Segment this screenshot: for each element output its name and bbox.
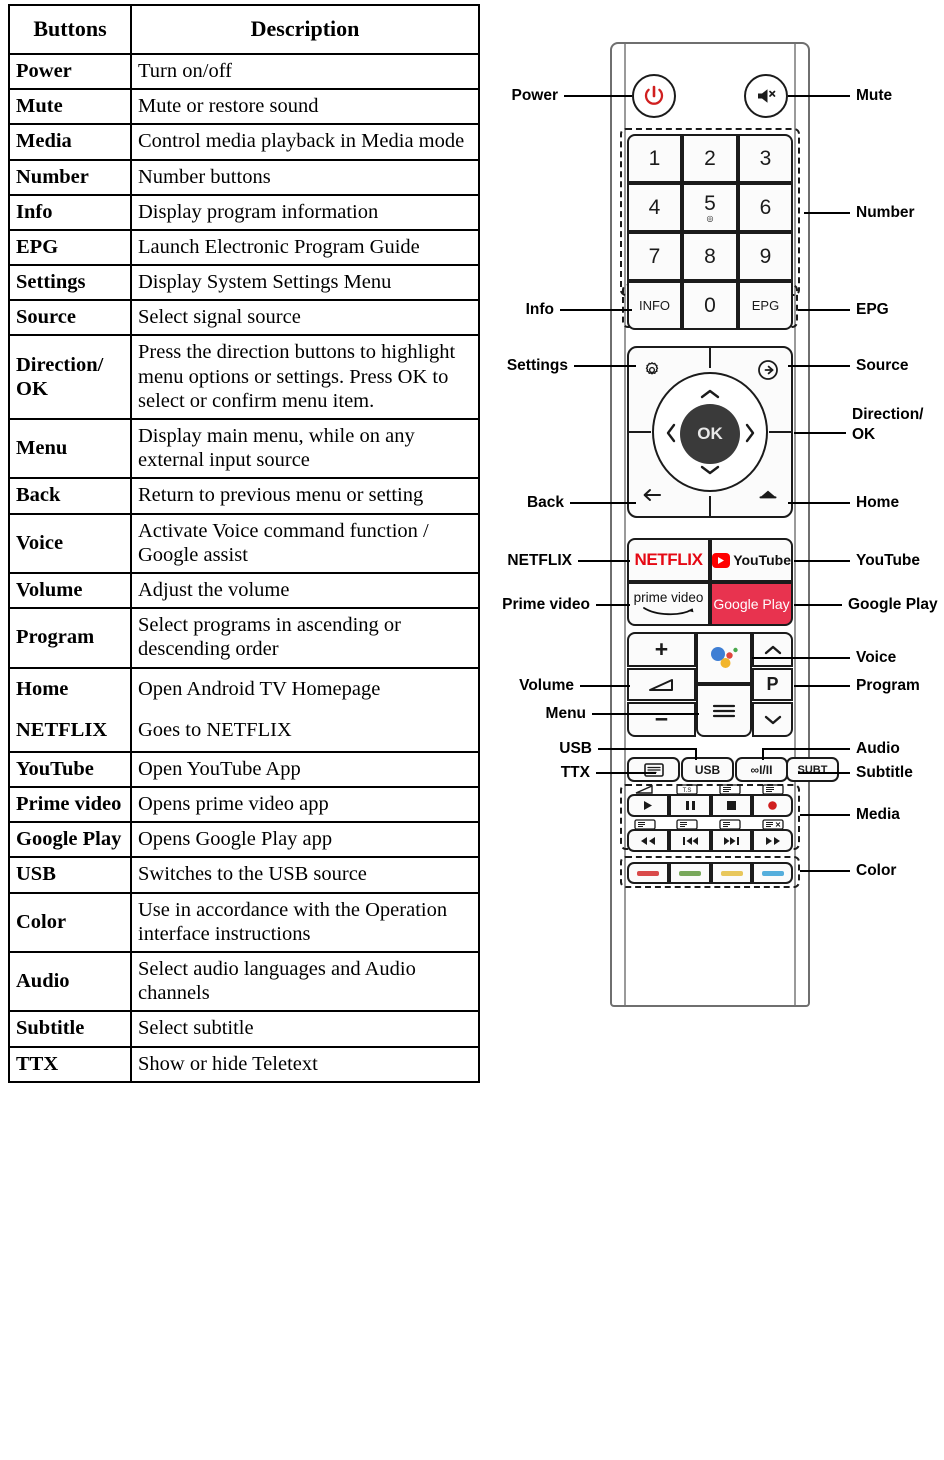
stop-icon: [726, 800, 737, 811]
teletext-reveal-icon: [634, 784, 656, 795]
number-key-6[interactable]: 6: [738, 183, 793, 232]
callout-prime-video: Prime video: [502, 596, 590, 613]
table-row: [9, 1047, 479, 1082]
row-button-label: Voice: [9, 514, 131, 573]
remote-button-description-table: [8, 4, 480, 1083]
row-button-label: Direction/ OK: [9, 335, 131, 419]
leader-line-youtube: [794, 560, 850, 562]
table-row: [9, 752, 479, 787]
row-description: Switches to the USB source: [131, 857, 479, 892]
media-play-button[interactable]: [627, 794, 669, 817]
row-button-label: Color: [9, 893, 131, 952]
table-row: [9, 857, 479, 892]
row-button-label: Menu: [9, 419, 131, 478]
prime-video-button[interactable]: [627, 582, 710, 626]
row-button-label: Home: [16, 677, 69, 700]
chevron-down-icon: [699, 463, 721, 477]
program-up-button[interactable]: [752, 632, 793, 667]
callout-media: Media: [856, 806, 900, 823]
chevron-right-icon: [743, 422, 757, 444]
table-row: [9, 1011, 479, 1046]
header-buttons: Buttons: [9, 5, 131, 54]
power-button[interactable]: [632, 74, 676, 118]
callout-youtube: YouTube: [856, 552, 920, 569]
table-row-merged: [9, 668, 479, 752]
record-icon: [767, 800, 778, 811]
color-button-red[interactable]: [627, 862, 669, 884]
teletext-index-icon: [676, 819, 698, 830]
ok-button[interactable]: OK: [680, 404, 740, 464]
media-previous-button[interactable]: [669, 829, 711, 852]
row-button-label: Source: [9, 300, 131, 335]
callout-back: Back: [526, 494, 564, 511]
table-body: [9, 54, 479, 1082]
number-key-7[interactable]: 7: [627, 232, 682, 281]
leader-line-back: [570, 502, 636, 504]
direction-down-arrow[interactable]: [699, 462, 721, 478]
volume-indicator: [627, 668, 696, 701]
row-description: Open YouTube App: [131, 752, 479, 787]
leader-line-program: [794, 685, 850, 687]
row-description: Select programs in ascending or descending order: [131, 608, 479, 667]
row-description-pair: [131, 668, 479, 752]
row-button-label: Info: [9, 195, 131, 230]
dpad-divider-vertical-top: [709, 346, 711, 368]
pause-icon: [685, 800, 696, 811]
table-row: [9, 265, 479, 300]
leader-line-voice: [752, 657, 850, 659]
leader-line-ttx: [596, 772, 656, 774]
next-track-icon: [723, 836, 740, 846]
subtitle-button[interactable]: SUBT: [786, 757, 839, 782]
program-button[interactable]: P: [752, 668, 793, 701]
mute-icon: [754, 84, 778, 108]
table-row: [9, 822, 479, 857]
color-bar-yellow: [721, 871, 743, 876]
table-row: [9, 787, 479, 822]
callout-color: Color: [856, 862, 897, 879]
direction-right-arrow[interactable]: [742, 422, 758, 444]
callout-netflix: NETFLIX: [507, 552, 572, 569]
leader-line-color: [800, 870, 850, 872]
row-button-label: Volume: [9, 573, 131, 608]
table-row: [9, 89, 479, 124]
table-header-row: [9, 5, 479, 54]
leader-line-home: [788, 502, 850, 504]
volume-down-button[interactable]: −: [627, 702, 696, 737]
leader-line-google-play: [794, 604, 842, 606]
table-row: [9, 124, 479, 159]
callout-number: Number: [856, 204, 915, 221]
row-button-label: Back: [9, 478, 131, 513]
number-key-3[interactable]: 3: [738, 134, 793, 183]
row-button-label: Subtitle: [9, 1011, 131, 1046]
leader-line-audio-vertical: [762, 748, 764, 760]
row-button-label: Number: [9, 160, 131, 195]
gear-icon: [641, 359, 663, 381]
row-description: Opens prime video app: [131, 787, 479, 822]
teletext-icon: [644, 763, 664, 777]
callout-usb: USB: [559, 740, 592, 757]
back-arrow-icon: [640, 483, 664, 507]
table-row: [9, 419, 479, 478]
row-description: Display program information: [131, 195, 479, 230]
row-description: Turn on/off: [131, 54, 479, 89]
chevron-up-icon: [763, 644, 783, 656]
callout-direction-ok-line2: OK: [852, 425, 876, 443]
play-triangle-icon: [717, 556, 725, 565]
svg-text:T.S: T.S: [682, 787, 692, 794]
source-button[interactable]: [754, 356, 782, 384]
row-description: Adjust the volume: [131, 573, 479, 608]
leader-line-prime-video: [596, 604, 630, 606]
leader-line-media: [800, 814, 850, 816]
row-description: Return to previous menu or setting: [131, 478, 479, 513]
number-key-2[interactable]: 2: [682, 134, 738, 183]
callout-volume: Volume: [519, 677, 574, 694]
teletext-exit-icon: [762, 819, 784, 830]
mute-button[interactable]: [744, 74, 788, 118]
callout-info: Info: [525, 301, 554, 318]
number-key-5[interactable]: [682, 183, 738, 232]
rewind-icon: [640, 836, 656, 846]
color-button-blue[interactable]: [752, 862, 793, 884]
callout-epg: EPG: [856, 301, 889, 318]
number-key-0[interactable]: 0: [682, 281, 738, 330]
number-key-1[interactable]: 1: [627, 134, 682, 183]
media-rewind-button[interactable]: [627, 829, 669, 852]
row-button-label: Google Play: [9, 822, 131, 857]
table-row: [9, 952, 479, 1011]
chevron-up-icon: [699, 387, 721, 401]
media-next-button[interactable]: [711, 829, 752, 852]
audio-button[interactable]: ∞I/II: [735, 757, 788, 782]
remote-control-diagram: [486, 0, 944, 1460]
direction-up-arrow[interactable]: [699, 386, 721, 402]
row-button-label: USB: [9, 857, 131, 892]
chevron-left-icon: [664, 422, 678, 444]
google-play-wordmark: Google Play: [713, 596, 790, 612]
row-button-label: Settings: [9, 265, 131, 300]
color-bar-green: [679, 871, 701, 876]
row-description: Activate Voice command function / Google assist: [131, 514, 479, 573]
teletext-hold-icon: [719, 784, 741, 795]
dpad-divider-horizontal-left: [627, 431, 651, 433]
tactile-dot-icon: ◎: [706, 213, 714, 223]
table-row: [9, 608, 479, 667]
teletext-size-icon: [676, 784, 698, 795]
netflix-logo: NETFLIX: [634, 550, 703, 569]
table-row: [9, 573, 479, 608]
row-description: Select subtitle: [131, 1011, 479, 1046]
row-description: Select audio languages and Audio channels: [131, 952, 479, 1011]
color-button-green[interactable]: [669, 862, 711, 884]
epg-button[interactable]: EPG: [738, 281, 793, 330]
media-forward-button[interactable]: [752, 829, 793, 852]
settings-button[interactable]: [638, 356, 666, 384]
volume-up-button[interactable]: +: [627, 632, 696, 667]
table-row: [9, 893, 479, 952]
prime-video-wordmark: prime video: [633, 590, 704, 606]
row-button-label: EPG: [9, 230, 131, 265]
netflix-button[interactable]: [627, 538, 710, 582]
row-description: Select signal source: [131, 300, 479, 335]
leader-line-usb-vertical: [695, 748, 697, 760]
fast-forward-icon: [765, 836, 781, 846]
callout-home: Home: [856, 494, 900, 511]
teletext-cancel-icon: [634, 819, 656, 830]
leader-line-audio: [762, 748, 850, 750]
leader-line-usb: [598, 748, 696, 750]
callout-power: Power: [511, 87, 558, 104]
callout-google-play: Google Play: [848, 596, 938, 613]
home-icon: [756, 483, 780, 507]
leader-line-subtitle: [798, 772, 850, 774]
leader-line-settings: [574, 365, 636, 367]
row-description: Use in accordance with the Operation interface instructions: [131, 893, 479, 952]
row-description: Mute or restore sound: [131, 89, 479, 124]
callout-program: Program: [856, 677, 920, 694]
play-icon: [642, 800, 654, 811]
row-button-label: YouTube: [9, 752, 131, 787]
number-key-9[interactable]: 9: [738, 232, 793, 281]
callout-source: Source: [856, 357, 909, 374]
number-key-4[interactable]: 4: [627, 183, 682, 232]
leader-line-netflix: [578, 560, 630, 562]
callout-audio: Audio: [856, 740, 900, 757]
table-row: [9, 335, 479, 419]
direction-left-arrow[interactable]: [663, 422, 679, 444]
teletext-update-icon: [762, 784, 784, 795]
leader-line-power: [564, 95, 632, 97]
row-description: Press the direction buttons to highlight menu options or settings. Press OK to select or confirm menu item.: [131, 335, 479, 419]
home-button[interactable]: [754, 481, 782, 509]
back-button[interactable]: [638, 481, 666, 509]
leader-line-direction-ok: [794, 432, 846, 434]
leader-line-info: [560, 309, 632, 311]
row-button-label-pair: [9, 668, 131, 752]
leader-line-mute: [788, 95, 850, 97]
media-stop-button[interactable]: [711, 794, 752, 817]
callout-direction-ok-line1: Direction/: [852, 406, 924, 423]
callout-menu: Menu: [545, 705, 586, 722]
youtube-button[interactable]: [710, 538, 793, 582]
callout-voice: Voice: [856, 649, 897, 666]
prime-smile-arrow-icon: [642, 606, 696, 617]
table-row: [9, 300, 479, 335]
row-button-label: Power: [9, 54, 131, 89]
menu-button[interactable]: [696, 684, 752, 737]
leader-line-epg: [798, 309, 850, 311]
color-bar-blue: [762, 871, 784, 876]
row-description: Show or hide Teletext: [131, 1047, 479, 1082]
row-button-label: Prime video: [9, 787, 131, 822]
row-description: Opens Google Play app: [131, 822, 479, 857]
table-row: [9, 478, 479, 513]
voice-assistant-button[interactable]: [696, 632, 752, 684]
previous-track-icon: [682, 836, 699, 846]
dpad-divider-vertical-bottom: [709, 496, 711, 518]
ttx-button[interactable]: [627, 757, 680, 782]
row-description: Launch Electronic Program Guide: [131, 230, 479, 265]
power-icon: [642, 84, 666, 108]
header-description: Description: [131, 5, 479, 54]
table-row: [9, 230, 479, 265]
number-key-8[interactable]: 8: [682, 232, 738, 281]
row-description: Display main menu, while on any external input source: [131, 419, 479, 478]
callout-settings: Settings: [506, 357, 568, 374]
table-row: [9, 160, 479, 195]
media-record-button[interactable]: [752, 794, 793, 817]
media-pause-button[interactable]: [669, 794, 711, 817]
leader-line-volume: [580, 685, 630, 687]
source-icon: [756, 358, 780, 382]
table-row: [9, 514, 479, 573]
youtube-play-icon: [712, 553, 730, 568]
row-description: Control media playback in Media mode: [131, 124, 479, 159]
row-button-label: Mute: [9, 89, 131, 124]
leader-line-source: [788, 365, 850, 367]
callout-mute: Mute: [856, 87, 893, 104]
row-button-label: NETFLIX: [16, 718, 108, 741]
row-description: Display System Settings Menu: [131, 265, 479, 300]
dpad-divider-horizontal-right: [769, 431, 793, 433]
callout-subtitle: Subtitle: [856, 764, 913, 781]
row-button-label: Audio: [9, 952, 131, 1011]
teletext-subpage-icon: [719, 819, 741, 830]
row-button-label: TTX: [9, 1047, 131, 1082]
color-bar-red: [637, 871, 659, 876]
row-description: Number buttons: [131, 160, 479, 195]
row-button-label: Program: [9, 608, 131, 667]
row-button-label: Media: [9, 124, 131, 159]
callout-ttx: TTX: [560, 764, 590, 781]
color-button-yellow[interactable]: [711, 862, 752, 884]
table-row: [9, 54, 479, 89]
leader-line-menu: [592, 713, 699, 715]
google-assistant-icon: [707, 645, 741, 671]
hamburger-menu-icon: [711, 702, 737, 720]
row-description: Goes to NETFLIX: [138, 718, 292, 741]
table-row: [9, 195, 479, 230]
usb-button[interactable]: USB: [681, 757, 734, 782]
info-button[interactable]: INFO: [627, 281, 682, 330]
callout-direction-ok: [852, 405, 923, 445]
number-key-5-label: 5: [704, 191, 716, 215]
leader-line-number: [804, 212, 850, 214]
row-description: Open Android TV Homepage: [138, 677, 381, 700]
program-down-button[interactable]: [752, 702, 793, 737]
volume-wedge-icon: [647, 677, 677, 693]
youtube-wordmark: YouTube: [733, 552, 791, 568]
google-play-button[interactable]: [710, 582, 793, 626]
chevron-down-icon: [763, 714, 783, 726]
